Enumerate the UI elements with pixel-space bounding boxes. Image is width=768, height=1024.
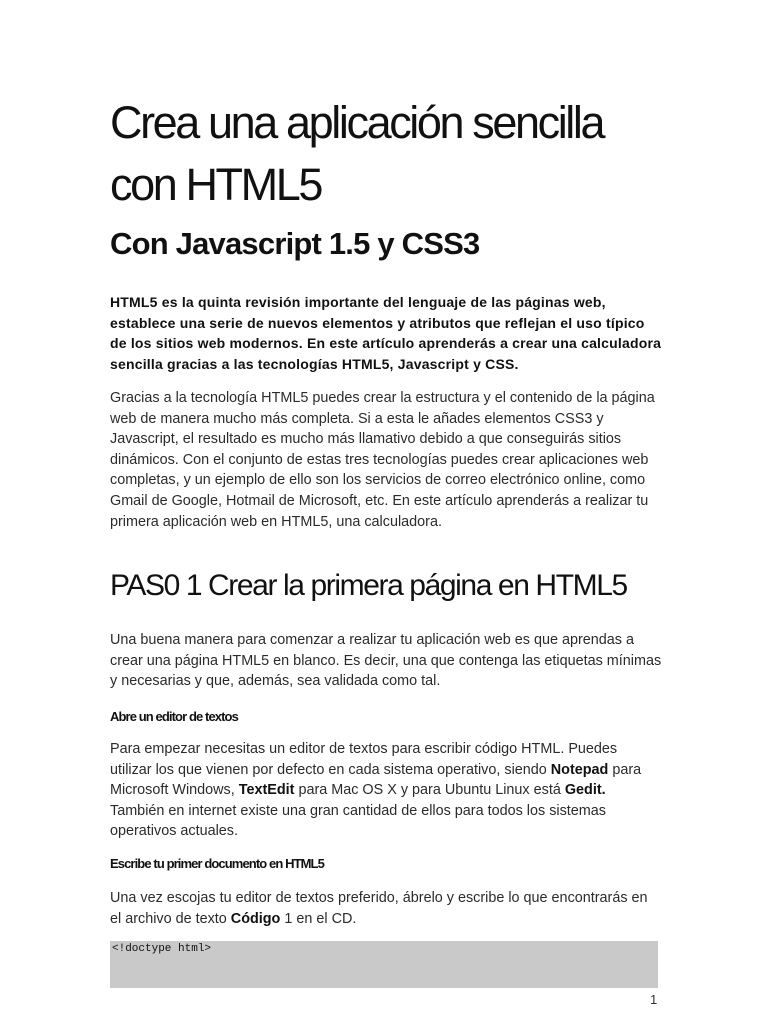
first-doc-heading: Escribe tu primer documento en HTML5 bbox=[110, 856, 324, 871]
page-number: 1 bbox=[650, 992, 658, 1007]
textedit-keyword: TextEdit bbox=[238, 782, 295, 799]
gedit-keyword: Gedit. bbox=[564, 782, 606, 799]
notepad-keyword: Notepad bbox=[550, 761, 609, 778]
code-line: <!doctype html> bbox=[112, 943, 212, 955]
step1-heading: PAS0 1 Crear la primera página en HTML5 bbox=[110, 569, 627, 602]
step1-paragraph: Una buena manera para comenzar a realizar tu aplicación web es que aprendas a crear una página HTML5 en blanco. Es decir, una que contenga las etiquetas mínimas y necesarias y que, además, sea validada como tal. bbox=[110, 632, 662, 690]
intro-paragraph: Gracias a la tecnología HTML5 puedes crear la estructura y el contenido de la página web de manera mucho más completa. Si a esta le añades elementos CSS3 y Javascript, el resultado es mucho más llamativo debido a que conseguirás sitios dinámicos. Con el conjunto de estas tres tecnologías puedes crear aplicaciones web completas, y un ejemplo de ello son los servicios de correo electrónico online, como Gmail de Google, Hotmail de Microsoft, etc. En este artículo aprenderás a realizar tu primera aplicación web en HTML5, una calculadora. bbox=[110, 390, 655, 530]
lead-paragraph: HTML5 es la quinta revisión importante del lenguaje de las páginas web, establece una serie de nuevos elementos y atributos que reflejan el uso típico de los sitios web modernos. En este artículo aprenderás a crear una calculadora sencilla gracias a las tecnologías HTML5, Javascript y CSS. bbox=[110, 294, 662, 372]
first-doc-text-2: 1 en el CD. bbox=[280, 910, 357, 927]
editor-heading: Abre un editor de textos bbox=[110, 709, 238, 724]
first-doc-paragraph bbox=[110, 888, 662, 929]
editor-text-3: para Mac OS X y para Ubuntu Linux está bbox=[294, 782, 565, 799]
codigo-keyword: Código bbox=[230, 910, 281, 927]
page-subtitle: Con Javascript 1.5 y CSS3 bbox=[110, 226, 480, 261]
code-block bbox=[110, 941, 658, 988]
editor-text-4: También en internet existe una gran cantidad de ellos para todos los sistemas operativos actuales. bbox=[110, 802, 606, 840]
editor-paragraph bbox=[110, 739, 662, 842]
editor-text-1: Para empezar necesitas un editor de textos para escribir código HTML. Puedes utilizar los que vienen por defecto en cada sistema operativo, siendo bbox=[110, 741, 618, 778]
page-title: Crea una aplicación sencilla con HTML5 bbox=[110, 97, 604, 210]
editor-text-2: para Microsoft Windows, bbox=[110, 761, 642, 799]
first-doc-text-1: Una vez escojas tu editor de textos preferido, ábrelo y escribe lo que encontrarás en el archivo de texto bbox=[110, 890, 648, 927]
